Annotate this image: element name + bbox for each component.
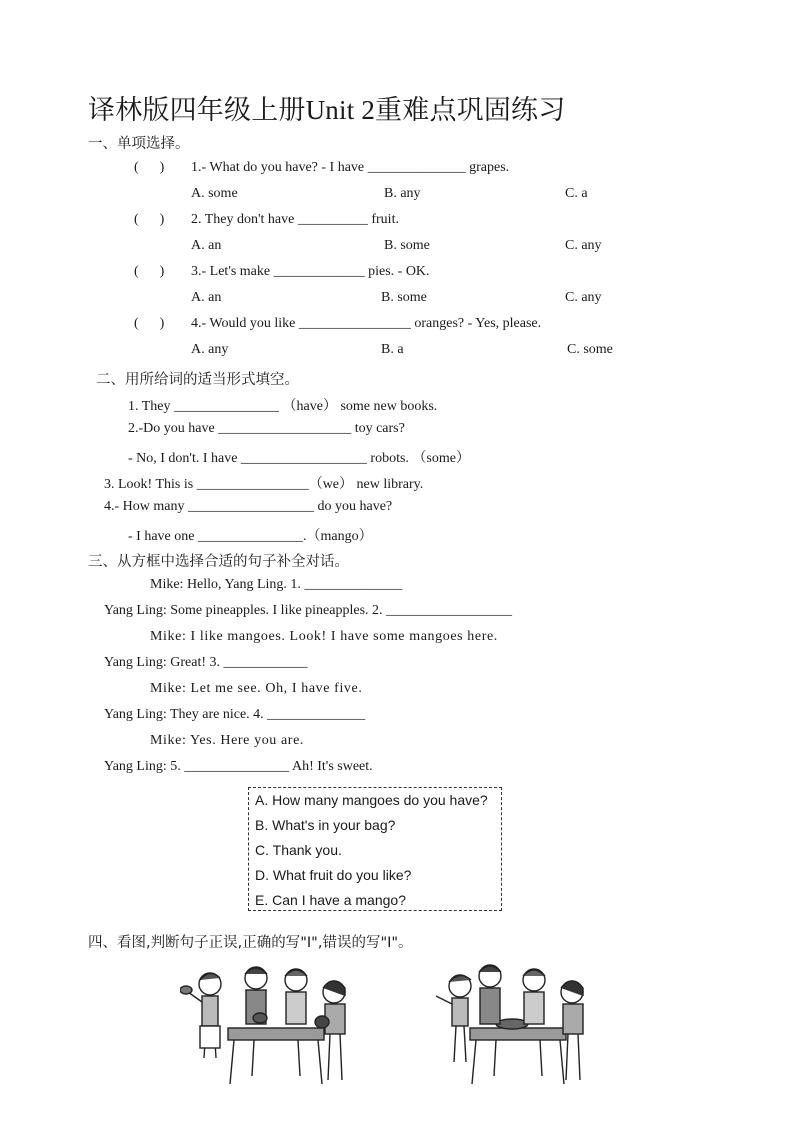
- option-a: A. some: [191, 186, 238, 201]
- option-e-sentence: E. Can I have a mango?: [255, 892, 406, 908]
- answer-blank[interactable]: ( ): [134, 160, 165, 175]
- answer-blank[interactable]: ( ): [134, 264, 165, 279]
- option-c: C. some: [567, 342, 613, 357]
- dialogue-line-6: Yang Ling: They are nice. 4. ______________: [104, 707, 366, 722]
- option-c: C. a: [565, 186, 588, 201]
- question-text: 3.- Let's make _____________ pies. - OK.: [191, 264, 430, 279]
- illustration-kids-left: [180, 962, 360, 1088]
- options-box: [248, 787, 502, 911]
- option-a: A. an: [191, 290, 222, 305]
- illustration-kids-right: [426, 962, 596, 1088]
- question-text: 2. They don't have __________ fruit.: [191, 212, 399, 227]
- option-a: A. any: [191, 342, 229, 357]
- section3-heading: 三、从方框中选择合适的句子补全对话。: [88, 554, 349, 570]
- option-d-sentence: D. What fruit do you like?: [255, 867, 412, 883]
- fill-line-4b: - I have one _______________.（mango）: [128, 529, 373, 544]
- option-b: B. some: [381, 290, 427, 305]
- fill-line-4: 4.- How many __________________ do you have?: [104, 499, 393, 514]
- answer-blank[interactable]: ( ): [134, 316, 165, 331]
- dialogue-line-2: Yang Ling: Some pineapples. I like pineapples. 2. __________________: [104, 603, 513, 618]
- section1-heading: 一、单项选择。: [88, 136, 190, 152]
- section2-heading: 二、用所给词的适当形式填空。: [96, 372, 299, 388]
- option-c: C. any: [565, 290, 602, 305]
- question-text: 1.- What do you have? - I have ______________ grapes.: [191, 160, 510, 175]
- option-b: B. some: [384, 238, 430, 253]
- fill-line-2: 2.-Do you have ___________________ toy cars?: [128, 421, 405, 436]
- option-a-sentence: A. How many mangoes do you have?: [255, 792, 488, 808]
- dialogue-line-1: Mike: Hello, Yang Ling. 1. ______________: [150, 577, 403, 592]
- option-b: B. any: [384, 186, 421, 201]
- section4-heading: 四、看图,判断句子正误,正确的写"I",错误的写"I"。: [88, 935, 413, 951]
- option-c-sentence: C. Thank you.: [255, 842, 342, 858]
- option-b-sentence: B. What's in your bag?: [255, 817, 396, 833]
- page-title: 译林版四年级上册Unit 2重难点巩固练习: [88, 95, 566, 125]
- fill-line-2b: - No, I don't. I have __________________ robots. （some）: [128, 451, 470, 466]
- option-a: A. an: [191, 238, 222, 253]
- dialogue-line-5: Mike: Let me see. Oh, I have five.: [150, 681, 363, 696]
- dialogue-line-3: Mike: I like mangoes. Look! I have some mangoes here.: [150, 629, 498, 644]
- question-text: 4.- Would you like ________________ oranges? - Yes, please.: [191, 316, 542, 331]
- dialogue-line-7: Mike: Yes. Here you are.: [150, 733, 304, 748]
- option-b: B. a: [381, 342, 404, 357]
- option-c: C. any: [565, 238, 602, 253]
- fill-line-3: 3. Look! This is ________________（we） new library.: [104, 477, 424, 492]
- dialogue-line-4: Yang Ling: Great! 3. ____________: [104, 655, 308, 670]
- answer-blank[interactable]: ( ): [134, 212, 165, 227]
- fill-line-1: 1. They _______________ （have） some new books.: [128, 399, 438, 414]
- dialogue-line-8: Yang Ling: 5. _______________ Ah! It's sweet.: [104, 759, 373, 774]
